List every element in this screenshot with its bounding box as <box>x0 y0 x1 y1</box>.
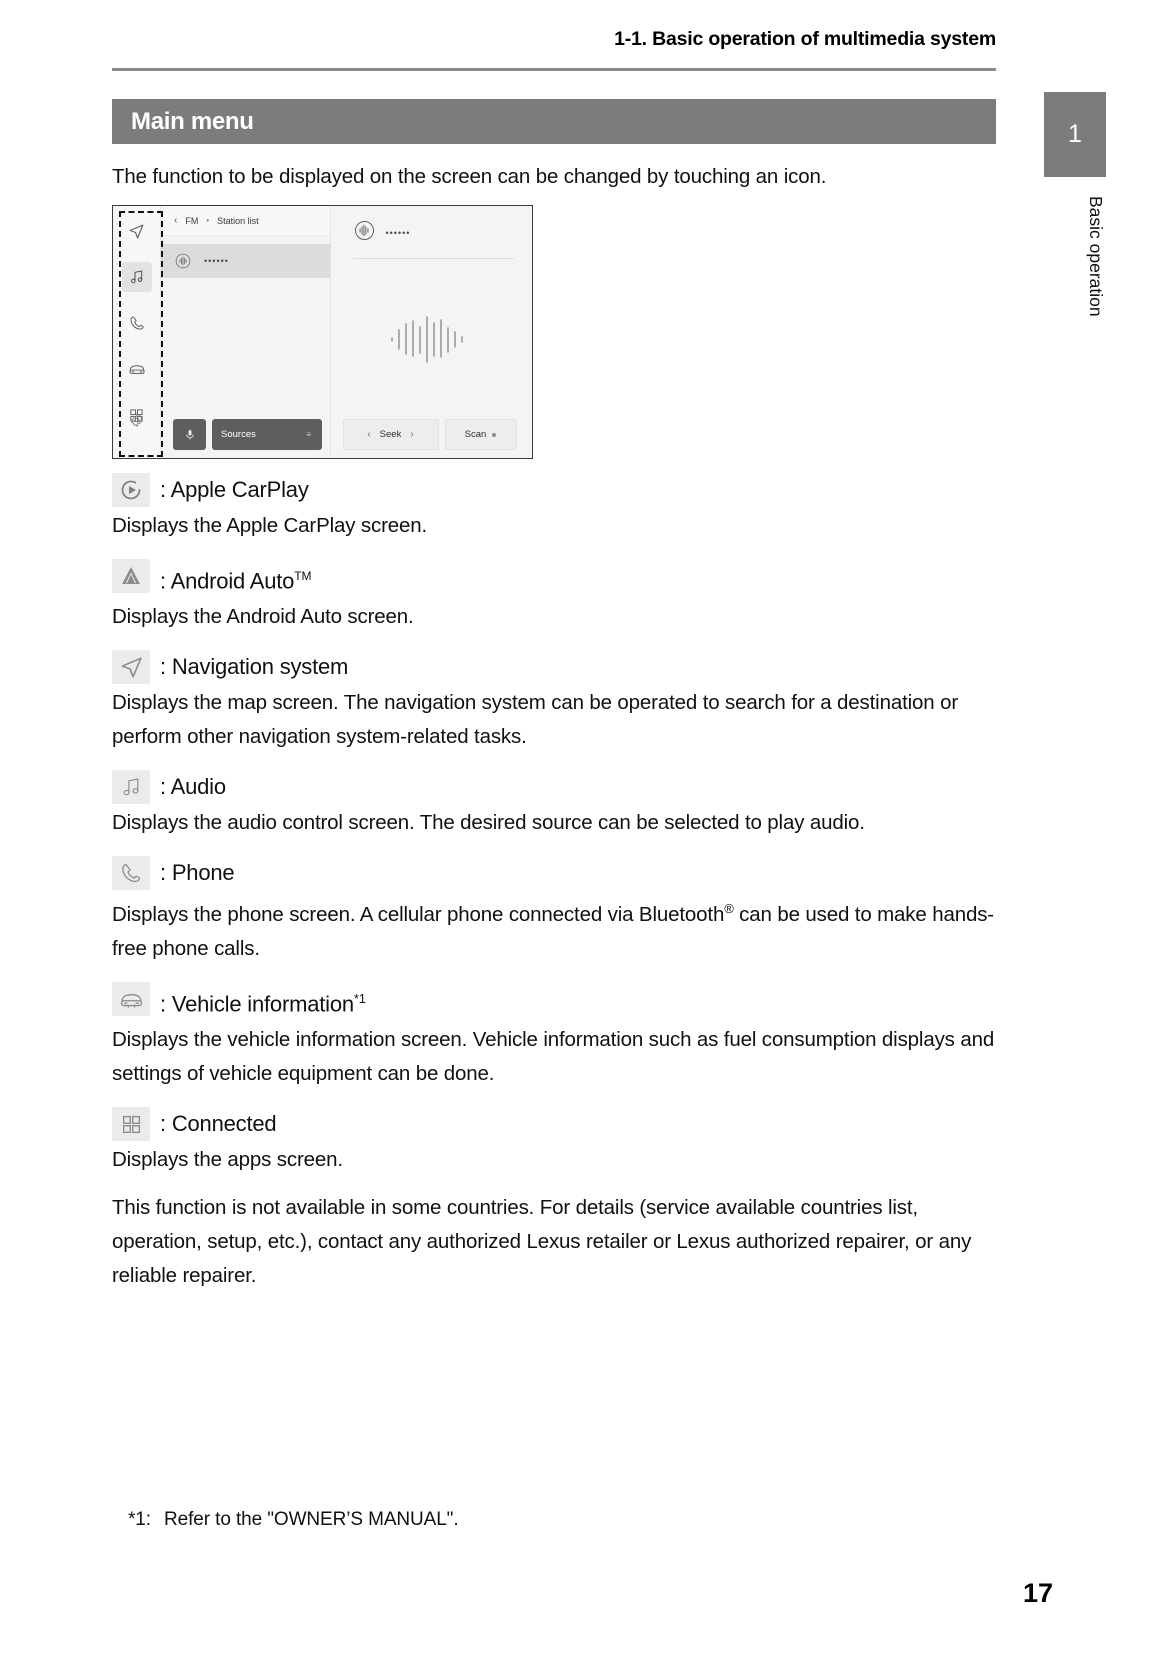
section-title: Main menu <box>131 107 254 135</box>
entry-navigation <box>112 650 996 684</box>
entry-desc: Displays the Android Auto screen. <box>112 605 414 629</box>
audio-waveform <box>331 259 533 419</box>
entry-phone <box>112 856 996 890</box>
chapter-number: 1 <box>1068 120 1082 148</box>
entry-term-text: : Vehicle information <box>160 991 354 1017</box>
android-auto-icon <box>112 559 150 593</box>
body-column <box>112 160 996 202</box>
entry-desc: Displays the map screen. The navigation system can be operated to search for a destination or perform other navigation system-related tasks. <box>112 691 959 749</box>
breadcrumb-page: Station list <box>217 215 259 226</box>
entry-desc-secondary: This function is not available in some countries. For details (service available countries list, operation, setup, etc.), contact any authorized Lexus retailer or Lexus authorized repairer, or any reliable repairer. <box>112 1196 972 1288</box>
now-playing-title: •••••• <box>385 228 411 238</box>
breadcrumb-separator: • <box>206 216 210 225</box>
rail-navigation-icon[interactable] <box>122 216 152 246</box>
entry-audio <box>112 770 996 804</box>
station-list-item[interactable] <box>161 244 330 278</box>
sources-badge: ≡ <box>306 430 312 439</box>
phone-icon <box>112 856 150 890</box>
entry-vehicle-information <box>112 982 996 1021</box>
scan-indicator-dot <box>492 433 496 437</box>
entry-connected <box>112 1107 996 1141</box>
now-playing-header <box>331 206 533 247</box>
entry-term: : Connected <box>160 1111 277 1137</box>
breadcrumb <box>161 206 330 236</box>
now-playing-controls <box>331 419 533 458</box>
list-pane-controls <box>161 419 330 458</box>
rail-phone-icon[interactable] <box>122 308 152 338</box>
scan-button[interactable] <box>445 419 517 450</box>
sources-button-label: Sources <box>221 429 256 440</box>
entry-desc: Displays the apps screen. <box>112 1148 343 1172</box>
back-icon[interactable]: ‹ <box>174 215 178 226</box>
entry-term <box>160 559 312 598</box>
sources-button[interactable] <box>212 419 322 450</box>
radio-wave-icon <box>174 252 192 270</box>
seek-next-icon[interactable]: › <box>410 429 414 440</box>
footnote-mark: *1: <box>128 1509 151 1530</box>
microphone-icon[interactable] <box>173 419 206 450</box>
rail-vehicle-icon[interactable] <box>122 354 152 384</box>
seek-button[interactable] <box>343 419 439 450</box>
entry-desc: Displays the audio control screen. The desired source can be selected to play audio. <box>112 811 865 835</box>
station-name: •••••• <box>204 256 229 266</box>
entry-desc-pre: Displays the phone screen. A cellular phone connected via Bluetooth <box>112 903 725 927</box>
connected-icon <box>112 1107 150 1141</box>
intro-paragraph: The function to be displayed on the screen can be changed by touching an icon. <box>112 165 827 188</box>
entry-term-text: : Android Auto <box>160 568 295 594</box>
entry-term: : Apple CarPlay <box>160 477 309 502</box>
footnote-ref: *1 <box>353 991 366 1007</box>
page-number: 17 <box>1022 1578 1053 1608</box>
registered-sup: ® <box>724 901 734 917</box>
seek-prev-icon[interactable]: ‹ <box>367 429 371 440</box>
station-list-pane <box>161 206 331 458</box>
entry-android-auto <box>112 559 996 598</box>
entry-desc: Displays the Apple CarPlay screen. <box>112 514 428 537</box>
apple-carplay-icon <box>112 473 150 507</box>
entry-term <box>160 982 366 1021</box>
footnote <box>128 1509 459 1531</box>
vehicle-info-icon <box>112 982 150 1016</box>
seek-button-label: Seek <box>379 429 402 440</box>
section-title-bar <box>112 99 996 144</box>
entry-term: : Phone <box>160 860 235 886</box>
entry-desc <box>112 892 996 966</box>
trademark-sup: TM <box>294 569 312 583</box>
now-playing-pane <box>331 206 533 458</box>
audio-icon <box>112 770 150 804</box>
entry-term: : Audio <box>160 774 226 800</box>
entry-list <box>112 473 996 1301</box>
screen-side-rail <box>113 206 161 458</box>
rail-settings-icon[interactable] <box>122 405 152 435</box>
chapter-thumb-tab <box>1044 92 1106 177</box>
header-rule <box>112 68 996 71</box>
entry-desc: Displays the vehicle information screen. Vehicle information such as fuel consumption displays and settings of vehicle equipment can be done. <box>112 1028 995 1086</box>
radio-wave-icon <box>353 219 376 247</box>
navigation-icon <box>112 650 150 684</box>
entry-apple-carplay <box>112 473 996 507</box>
scan-button-label: Scan <box>464 429 487 440</box>
footnote-text: Refer to the "OWNER’S MANUAL". <box>164 1509 459 1530</box>
breadcrumb-source: FM <box>185 215 199 226</box>
entry-term: : Navigation system <box>160 654 349 680</box>
chapter-label: Basic operation <box>1086 196 1106 317</box>
rail-audio-icon[interactable] <box>122 262 152 292</box>
multimedia-screenshot <box>112 205 533 459</box>
running-header: 1-1. Basic operation of multimedia system <box>614 28 996 50</box>
entry-desc-post: can be used to make hands-free phone calls. <box>112 903 994 961</box>
